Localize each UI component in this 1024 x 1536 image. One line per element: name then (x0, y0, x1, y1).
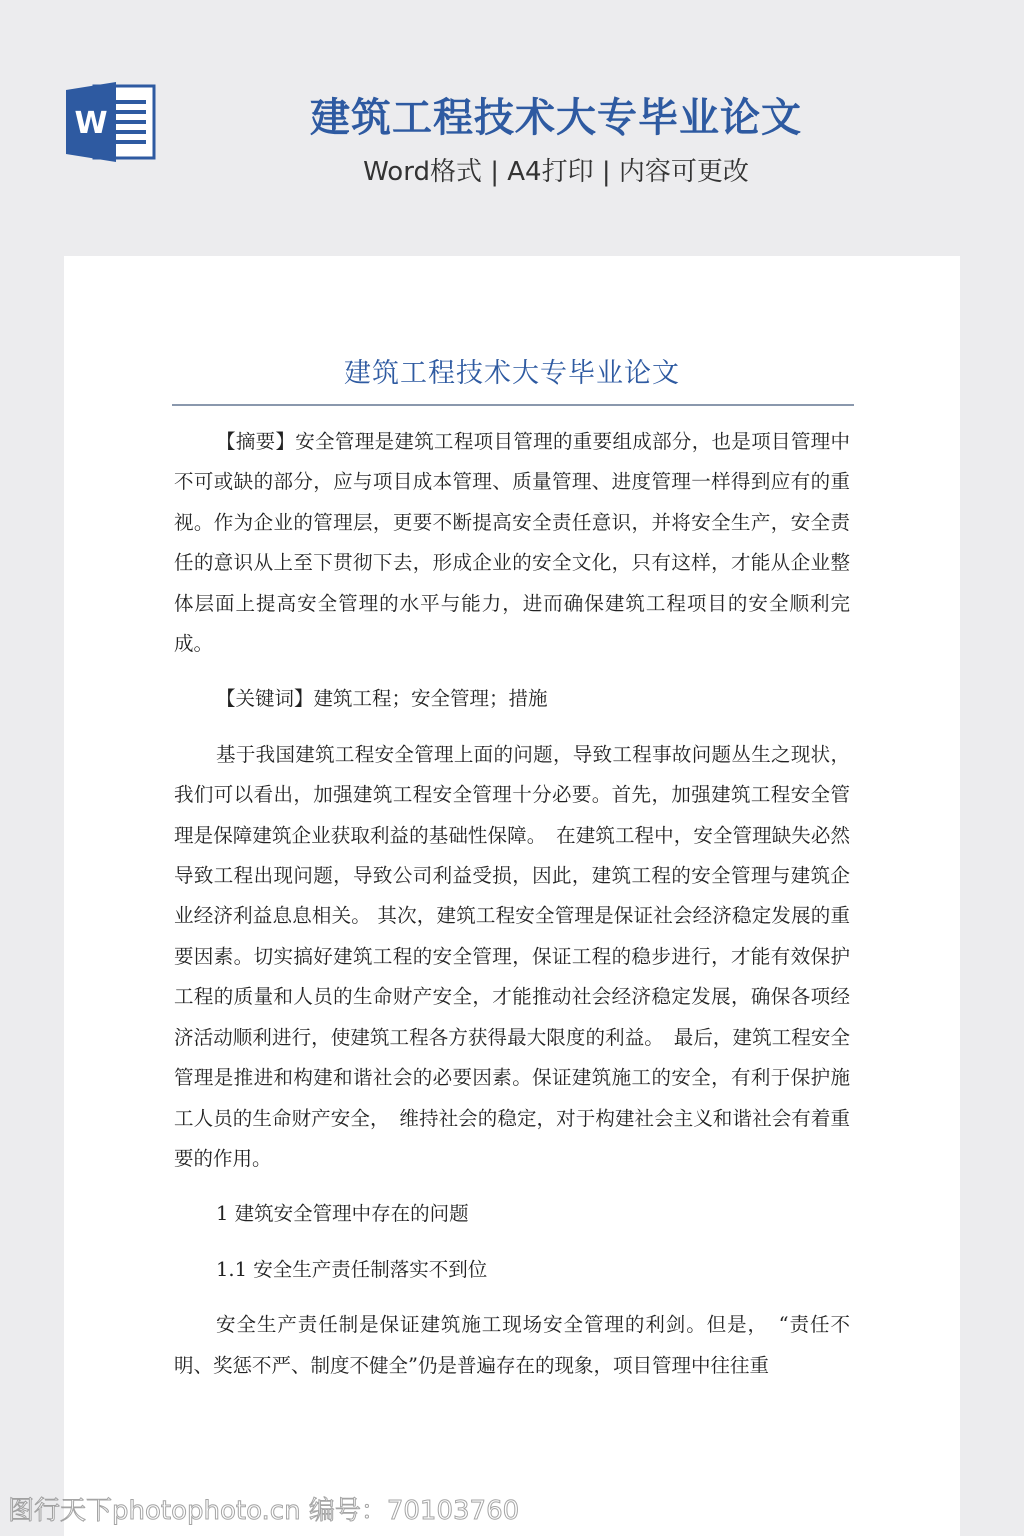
section-paragraph: 安全生产责任制是保证建筑施工现场安全管理的利剑。但是， “责任不明、奖惩不严、制度不健全”仍是普遍存在的现象，项目管理中往往重 (174, 1313, 850, 1377)
document-page (64, 256, 960, 1536)
subsection-heading: 1.1 安全生产责任制落实不到位 (216, 1257, 488, 1281)
abstract-paragraph: 【摘要】安全管理是建筑工程项目管理的重要组成部分，也是项目管理中不可或缺的部分，应与项目成本管理、质量管理、进度管理一样得到应有的重视。作为企业的管理层，更要不断提高安全责任意识，并将安全生产，安全责任的意识从上至下贯彻下去，形成企业的安全文化，只有这样，才能从企业整体层面上提高安全管理的水平与能力，进而确保建筑工程项目的安全顺利完成。 (174, 430, 850, 656)
header-banner (0, 0, 1024, 256)
document-title: 建筑工程技术大专毕业论文 (344, 358, 680, 389)
banner-subtitle: Word格式 | A4打印 | 内容可更改 (363, 157, 749, 187)
title-divider (172, 404, 854, 406)
banner-title: 建筑工程技术大专毕业论文 (310, 95, 802, 141)
intro-paragraph: 基于我国建筑工程安全管理上面的问题，导致工程事故问题丛生之现状，我们可以看出，加强建筑工程安全管理十分必要。首先，加强建筑工程安全管理是保障建筑企业获取利益的基础性保障。 在建筑工程中，安全管理缺失必然导致工程出现问题，导致公司利益受损，因此，建筑工程的安全管理与建筑企业经济利益息息相关。 其次，建筑工程安全管理是保证社会经济稳定发展的重要因素。切实搞好建筑工程的安全管理，保证工程的稳步进行，才能有效保护工程的质量和人员的生命财产安全，才能推动社会经济稳定发展，确保各项经济活动顺利进行，使建筑工程各方获得最大限度的利益。 最后，建筑工程安全管理是推进和构建和谐社会的必要因素。保证建筑施工的安全，有利于保护施工人员的生命财产安全， 维持社会的稳定，对于构建社会主义和谐社会有着重要的作用。 (174, 742, 850, 1170)
watermark-text: 图行天下photophoto.cn 编号：70103760 (8, 1496, 520, 1526)
word-icon (64, 80, 156, 164)
keywords-paragraph: 【关键词】建筑工程；安全管理；措施 (216, 687, 548, 711)
section-heading: 1 建筑安全管理中存在的问题 (216, 1202, 469, 1226)
document-body (174, 422, 850, 1401)
word-icon-letter: W (74, 106, 108, 141)
